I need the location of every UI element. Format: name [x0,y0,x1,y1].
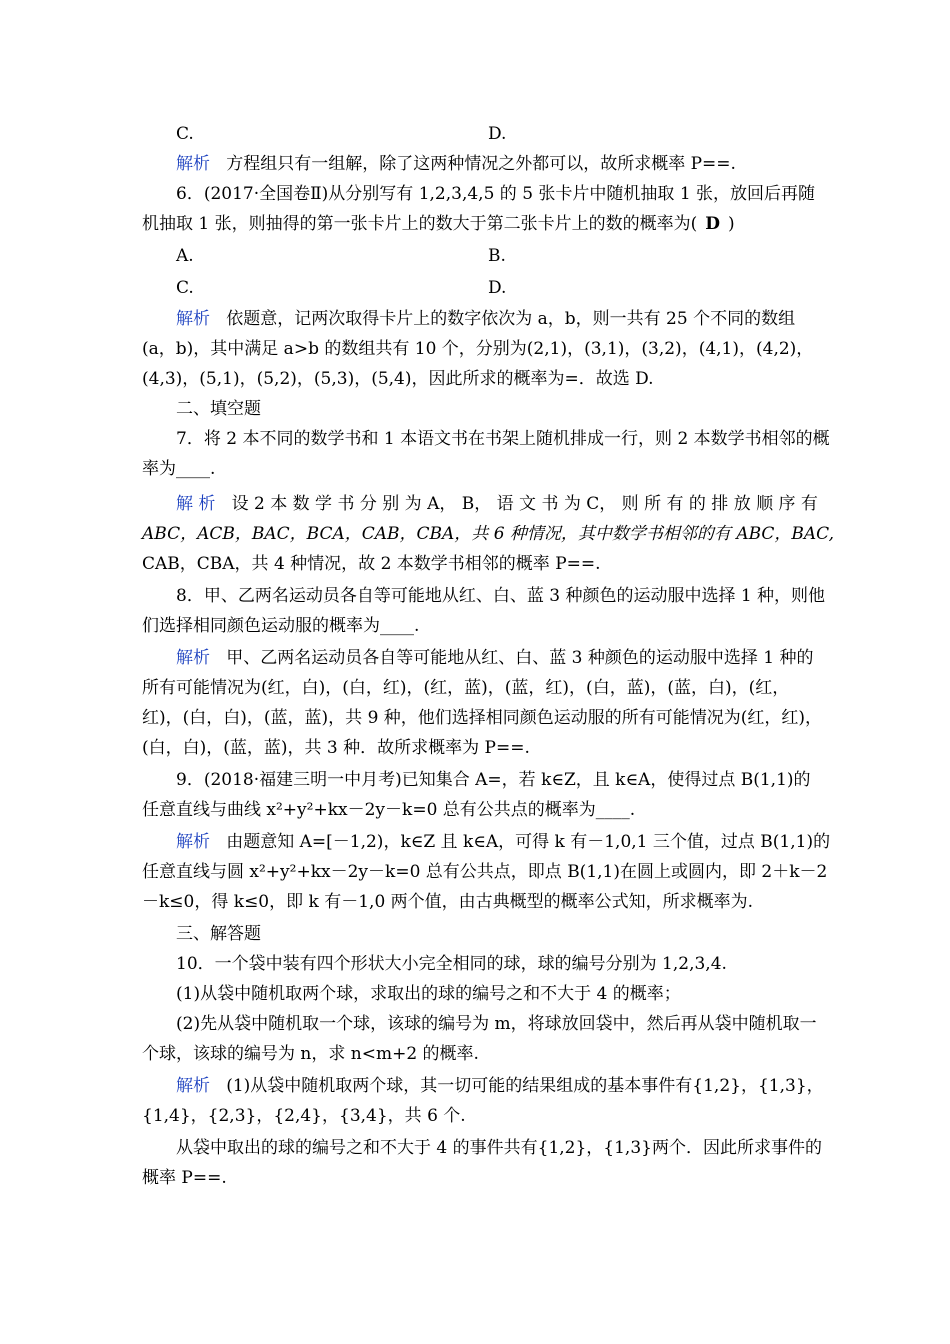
q6-solution-line2: (a，b)，其中满足 a>b 的数组共有 10 个，分别为(2,1)，(3,1)，(3,2)，(4,1)，(4,2)， [142,339,814,359]
q7-solution-line2: ABC，ACB，BAC，BCA，CAB，CBA，共 6 种情况，其中数学书相邻的有 ABC，BAC, [142,524,834,544]
q7-solution-line1 [176,493,818,515]
q10-solution-line1 [176,1075,824,1097]
q10-part2-line1: (2)先从袋中随机取一个球，该球的编号为 m，将球放回袋中，然后再从袋中随机取一 [176,1014,817,1034]
q8-solution-line1 [176,647,813,669]
q6-solution-text1: 依题意，记两次取得卡片上的数字依次为 a，b，则一共有 25 个不同的数组 [226,309,796,329]
q6-option-c: C. [176,278,194,298]
q10-solution-line4: 概率 P==. [142,1168,227,1188]
q10-part1: (1)从袋中随机取两个球，求取出的球的编号之和不大于 4 的概率； [176,984,681,1004]
q9-solution-label: 解析 [176,832,210,852]
q6-stem-line1: 6．(2017·全国卷Ⅱ)从分别写有 1,2,3,4,5 的 5 张卡片中随机抽取 1 张，放回后再随 [176,184,816,204]
q5-solution-label: 解析 [176,154,210,174]
q6-answer: D [705,214,721,234]
section-heading-fill-in: 二、填空题 [176,399,261,419]
q6-solution-label: 解析 [176,309,210,329]
section-heading-answer: 三、解答题 [176,924,261,944]
q9-solution-text1: 由题意知 A=[－1,2)，k∈Z 且 k∈A，可得 k 有－1,0,1 三个值，过点 B(1,1)的 [226,832,831,852]
q10-solution-text1: (1)从袋中随机取两个球，其一切可能的结果组成的基本事件有{1,2}，{1,3}， [226,1076,824,1096]
q10-solution-line2: {1,4}，{2,3}，{2,4}，{3,4}，共 6 个. [142,1106,466,1126]
q8-solution-text1: 甲、乙两名运动员各自等可能地从红、白、蓝 3 种颜色的运动服中选择 1 种的 [226,648,814,668]
q9-solution-line1 [176,831,830,853]
q9-solution-line2: 任意直线与圆 x²+y²+kx－2y－k=0 总有公共点，即点 B(1,1)在圆上或圆内，即 2＋k－2 [142,862,828,882]
q10-solution-line3: 从袋中取出的球的编号之和不大于 4 的事件共有{1,2}，{1,3}两个．因此所求事件的 [176,1138,822,1158]
q7-solution-line3: CAB，CBA，共 4 种情况，故 2 本数学书相邻的概率 P==. [142,554,601,574]
q7-solution-text1: 设 2 本 数 学 书 分 别 为 A， B， 语 文 书 为 C， 则 所 有 的 排 放 顺 序 有 [231,494,818,514]
q5-solution-text: 方程组只有一组解，除了这两种情况之外都可以，故所求概率 P==. [226,154,736,174]
q10-stem: 10．一个袋中装有四个形状大小完全相同的球，球的编号分别为 1,2,3,4. [176,954,727,974]
q5-solution [176,153,736,175]
q8-stem-line2: 们选择相同颜色运动服的概率为____. [142,616,420,636]
q6-option-b: B. [488,246,506,266]
q9-solution-line3: －k≤0，得 k≤0，即 k 有－1,0 两个值，由古典概型的概率公式知，所求概率为. [142,892,754,912]
q6-solution-line3: (4,3)，(5,1)，(5,2)，(5,3)，(5,4)，因此所求的概率为=．故选 D. [142,369,654,389]
q7-stem-line1: 7．将 2 本不同的数学书和 1 本语文书在书架上随机排成一行，则 2 本数学书相邻的概 [176,429,830,449]
q6-option-d: D. [488,278,507,298]
q10-solution-label: 解析 [176,1076,210,1096]
q7-solution-label: 解 析 [176,494,216,514]
q9-stem-line2: 任意直线与曲线 x²+y²+kx－2y－k=0 总有公共点的概率为____. [142,800,636,820]
q9-stem-line1: 9．(2018·福建三明一中月考)已知集合 A=，若 k∈Z，且 k∈A，使得过点 B(1,1)的 [176,770,811,790]
q8-solution-line3: 红)，(白，白)，(蓝，蓝)，共 9 种，他们选择相同颜色运动服的所有可能情况为(红，红)， [142,708,823,728]
q8-solution-label: 解析 [176,648,210,668]
q7-stem-line2: 率为____. [142,459,216,479]
q5-option-c: C. [176,124,194,144]
q8-solution-line4: (白，白)，(蓝，蓝)，共 3 种．故所求概率为 P==. [142,738,530,758]
q6-solution-line1 [176,308,795,330]
q6-stem-line2 [142,213,735,235]
q8-stem-line1: 8．甲、乙两名运动员各自等可能地从红、白、蓝 3 种颜色的运动服中选择 1 种，则他 [176,586,826,606]
q5-option-d: D. [488,124,507,144]
q6-stem-paren: ) [728,214,735,234]
q10-part2-line2: 个球，该球的编号为 n，求 n<m+2 的概率. [142,1044,479,1064]
q6-stem-text: 机抽取 1 张，则抽得的第一张卡片上的数大于第二张卡片上的数的概率为( [142,214,698,234]
q6-option-a: A. [176,246,194,266]
q8-solution-line2: 所有可能情况为(红，白)，(白，红)，(红，蓝)，(蓝，红)，(白，蓝)，(蓝，白)，(红， [142,678,790,698]
